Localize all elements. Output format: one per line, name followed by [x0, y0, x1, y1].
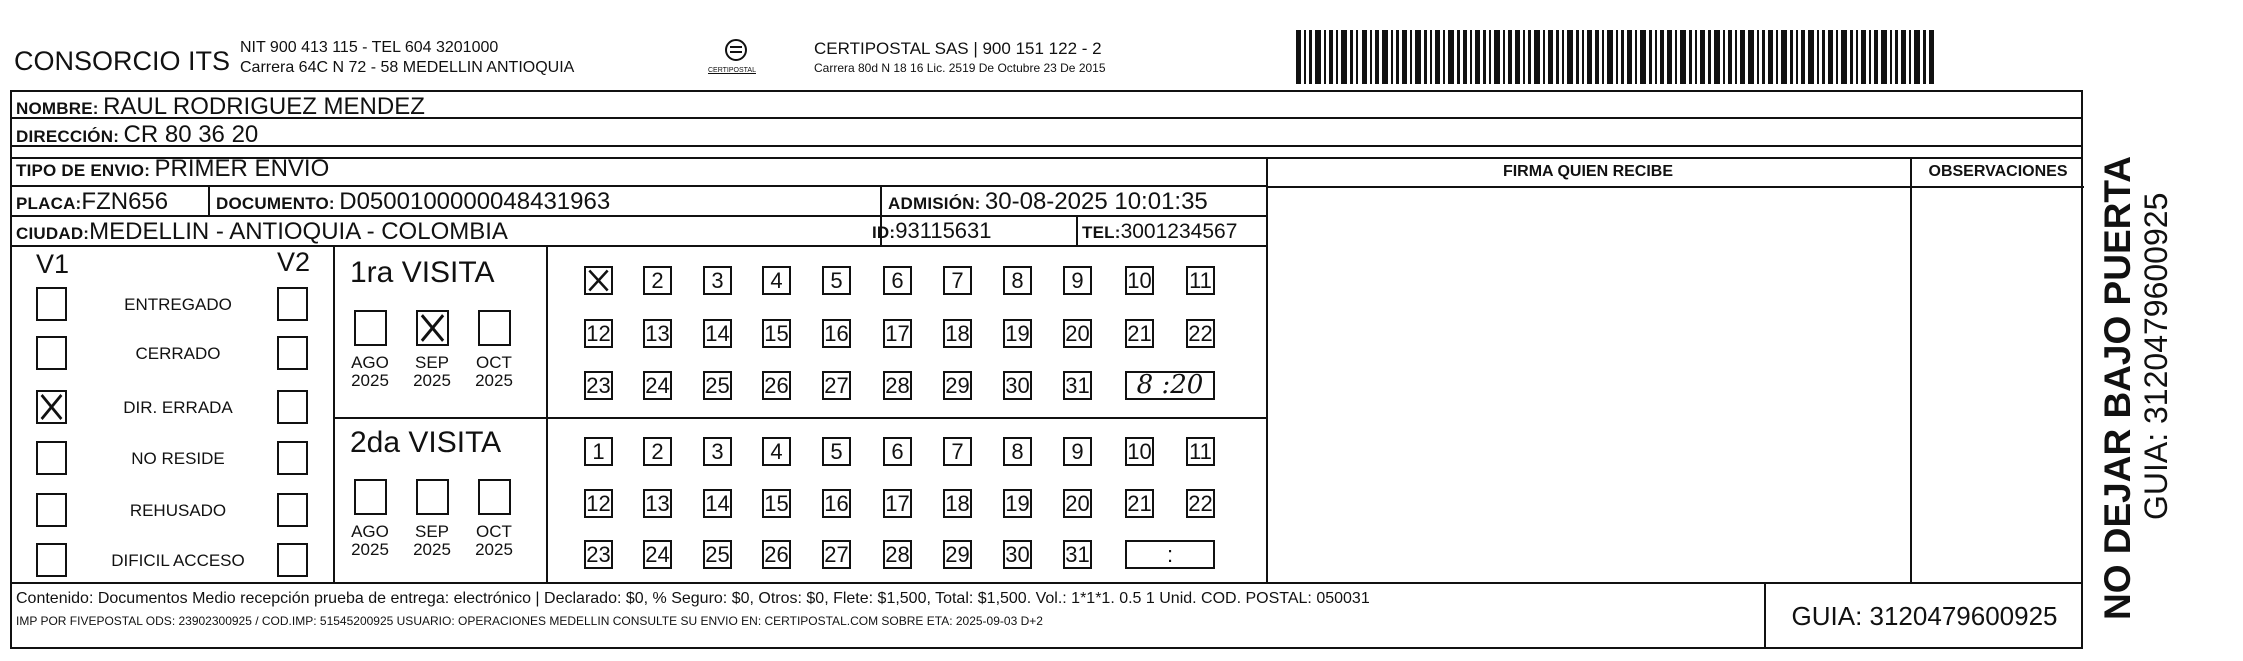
id-value: 93115631: [895, 218, 992, 243]
admision-value: 30-08-2025 10:01:35: [984, 188, 1208, 215]
day-box-23[interactable]: 23: [584, 540, 613, 569]
day-box-6[interactable]: 6: [883, 266, 912, 295]
day-box-9[interactable]: 9: [1063, 437, 1092, 466]
admision-row: ADMISIÓN: 30-08-2025 10:01:35: [888, 188, 1208, 215]
day-box-1[interactable]: [584, 266, 613, 295]
day-box-19[interactable]: 19: [1003, 489, 1032, 518]
documento-row: DOCUMENTO: D0500100000048431963: [216, 188, 611, 215]
day-box-25[interactable]: 25: [703, 540, 732, 569]
v2-checkbox[interactable]: [277, 543, 308, 577]
month-label: [407, 523, 457, 559]
day-box-4[interactable]: 4: [762, 437, 791, 466]
day-box-16[interactable]: 16: [822, 489, 851, 518]
status-label: DIFICIL ACCESO: [111, 551, 245, 570]
visit2-title: 2da VISITA: [350, 426, 502, 459]
month-checkbox[interactable]: [354, 310, 387, 346]
month-checkbox[interactable]: [478, 310, 511, 346]
tel-value: 3001234567: [1120, 220, 1238, 243]
day-box-29[interactable]: 29: [943, 371, 972, 400]
check-x-icon: [38, 392, 65, 422]
day-box-5[interactable]: 5: [822, 266, 851, 295]
v2-checkbox[interactable]: [277, 287, 308, 321]
day-box-13[interactable]: 13: [643, 319, 672, 348]
documento-value: D0500100000048431963: [339, 188, 611, 215]
day-box-30[interactable]: 30: [1003, 371, 1032, 400]
day-box-14[interactable]: 14: [703, 489, 732, 518]
imp-line: IMP POR FIVEPOSTAL ODS: 23902300925 / COD.IMP: 51545200925 USUARIO: OPERACIONES MEDELLIN CONSULTE SU ENVIO EN: CERTIPOSTAL.COM SOBRE ETA: 2025-09-03 D+2: [16, 614, 1043, 628]
month-label: [407, 354, 457, 390]
direccion-value: CR 80 36 20: [123, 121, 259, 148]
v2-checkbox[interactable]: [277, 390, 308, 424]
day-box-17[interactable]: 17: [883, 319, 912, 348]
day-box-26[interactable]: 26: [762, 371, 791, 400]
v1-checkbox[interactable]: [36, 493, 67, 527]
ciudad-value: MEDELLIN - ANTIOQUIA - COLOMBIA: [89, 218, 508, 245]
month-checkbox[interactable]: [416, 310, 449, 346]
id-row: ID:93115631: [872, 218, 992, 243]
day-box-7[interactable]: 7: [943, 437, 972, 466]
month-year: 2025: [413, 539, 451, 559]
month-name: SEP: [414, 522, 450, 541]
day-box-4[interactable]: 4: [762, 266, 791, 295]
status-label: NO RESIDE: [131, 449, 225, 468]
day-box-3[interactable]: 3: [703, 266, 732, 295]
month-label: [469, 523, 519, 559]
month-year: 2025: [351, 539, 389, 559]
day-box-25[interactable]: 25: [703, 371, 732, 400]
v1-checkbox[interactable]: [36, 441, 67, 475]
day-box-28[interactable]: 28: [883, 371, 912, 400]
tel-row: TEL:3001234567: [1082, 220, 1238, 243]
nit-line: NIT 900 413 115 - TEL 604 3201000: [240, 39, 499, 56]
day-box-8[interactable]: 8: [1003, 437, 1032, 466]
day-box-2[interactable]: 2: [643, 437, 672, 466]
day-box-14[interactable]: 14: [703, 319, 732, 348]
month-checkbox[interactable]: [416, 479, 449, 515]
day-box-10[interactable]: 10: [1125, 266, 1154, 295]
day-box-27[interactable]: 27: [822, 540, 851, 569]
day-box-9[interactable]: 9: [1063, 266, 1092, 295]
day-box-30[interactable]: 30: [1003, 540, 1032, 569]
v2-header: V2: [277, 247, 311, 277]
day-box-31[interactable]: 31: [1063, 540, 1092, 569]
month-name: OCT: [476, 353, 512, 372]
day-box-11[interactable]: 11: [1186, 437, 1215, 466]
day-box-1[interactable]: 1: [584, 437, 613, 466]
day-box-15[interactable]: 15: [762, 489, 791, 518]
day-box-17[interactable]: 17: [883, 489, 912, 518]
day-box-7[interactable]: 7: [943, 266, 972, 295]
certipostal-logo: [706, 36, 766, 80]
month-name: AGO: [351, 353, 389, 372]
visit1-title: 1ra VISITA: [350, 256, 495, 289]
day-box-6[interactable]: 6: [883, 437, 912, 466]
license-line: Carrera 80d N 18 16 Lic. 2519 De Octubre 23 De 2015: [814, 61, 1106, 75]
tipo-value: PRIMER ENVIO: [154, 155, 330, 182]
v1-header: V1: [36, 249, 70, 279]
month-checkbox[interactable]: [354, 479, 387, 515]
status-label: CERRADO: [135, 344, 221, 363]
placa-value: FZN656: [81, 188, 169, 215]
barcode: [1296, 30, 1936, 84]
day-box-21[interactable]: 21: [1125, 319, 1154, 348]
placa-row: PLACA:FZN656: [16, 188, 169, 215]
day-box-22[interactable]: 22: [1186, 489, 1215, 518]
month-checkbox[interactable]: [478, 479, 511, 515]
day-box-28[interactable]: 28: [883, 540, 912, 569]
direccion-row: DIRECCIÓN: CR 80 36 20: [16, 121, 259, 148]
month-label: [345, 523, 395, 559]
day-box-3[interactable]: 3: [703, 437, 732, 466]
status-label: DIR. ERRADA: [123, 398, 233, 417]
day-box-20[interactable]: 20: [1063, 489, 1092, 518]
v1-checkbox[interactable]: [36, 336, 67, 370]
time-box[interactable]: :: [1125, 540, 1215, 569]
day-box-20[interactable]: 20: [1063, 319, 1092, 348]
month-label: [469, 354, 519, 390]
check-x-icon: [418, 312, 447, 344]
month-name: SEP: [414, 353, 450, 372]
ciudad-row: CIUDAD:MEDELLIN - ANTIOQUIA - COLOMBIA: [16, 218, 508, 245]
firma-header: FIRMA QUIEN RECIBE: [1502, 163, 1674, 180]
observaciones-header: OBSERVACIONES: [1928, 163, 2068, 180]
day-box-18[interactable]: 18: [943, 319, 972, 348]
month-name: AGO: [351, 522, 389, 541]
day-box-5[interactable]: 5: [822, 437, 851, 466]
month-year: 2025: [475, 539, 513, 559]
courier-line: CERTIPOSTAL SAS | 900 151 122 - 2: [814, 39, 1102, 58]
day-box-12[interactable]: 12: [584, 489, 613, 518]
footer-guia: GUIA: 3120479600925: [1791, 601, 2058, 631]
day-box-11[interactable]: 11: [1186, 266, 1215, 295]
logo-text: CERTIPOSTAL: [708, 67, 756, 74]
time-box[interactable]: 8 :20: [1125, 371, 1215, 400]
month-year: 2025: [351, 370, 389, 390]
day-box-2[interactable]: 2: [643, 266, 672, 295]
day-box-19[interactable]: 19: [1003, 319, 1032, 348]
v1-checkbox[interactable]: [36, 543, 67, 577]
status-label: ENTREGADO: [124, 295, 232, 314]
day-box-24[interactable]: 24: [643, 371, 672, 400]
day-box-27[interactable]: 27: [822, 371, 851, 400]
day-box-23[interactable]: 23: [584, 371, 613, 400]
status-label: REHUSADO: [129, 501, 227, 520]
month-name: OCT: [476, 522, 512, 541]
day-box-18[interactable]: 18: [943, 489, 972, 518]
day-box-15[interactable]: 15: [762, 319, 791, 348]
day-box-8[interactable]: 8: [1003, 266, 1032, 295]
day-box-13[interactable]: 13: [643, 489, 672, 518]
contenido-line: Contenido: Documentos Medio recepción prueba de entrega: electrónico | Declarado: $0, % Seguro: $0, Otros: $0, Flete: $1,500, Total: $1,500. Vol.: 1*1*1. 0.5 1 Unid. COD. POSTAL: 050031: [16, 590, 1370, 607]
side-guia: GUIA: 3120479600925: [2138, 192, 2174, 520]
month-year: 2025: [475, 370, 513, 390]
nombre-value: RAUL RODRIGUEZ MENDEZ: [103, 93, 425, 120]
day-box-31[interactable]: 31: [1063, 371, 1092, 400]
v2-checkbox[interactable]: [277, 493, 308, 527]
address-line: Carrera 64C N 72 - 58 MEDELLIN ANTIOQUIA: [240, 59, 575, 76]
day-box-22[interactable]: 22: [1186, 319, 1215, 348]
nombre-row: NOMBRE: RAUL RODRIGUEZ MENDEZ: [16, 93, 425, 120]
day-box-26[interactable]: 26: [762, 540, 791, 569]
tipo-row: TIPO DE ENVIO: PRIMER ENVIO: [16, 155, 330, 182]
month-label: [345, 354, 395, 390]
day-box-24[interactable]: 24: [643, 540, 672, 569]
v2-checkbox[interactable]: [277, 441, 308, 475]
day-box-21[interactable]: 21: [1125, 489, 1154, 518]
day-box-29[interactable]: 29: [943, 540, 972, 569]
company-name: CONSORCIO ITS: [14, 46, 231, 76]
day-box-12[interactable]: 12: [584, 319, 613, 348]
side-notice: NO DEJAR BAJO PUERTA: [2097, 156, 2138, 620]
day-box-10[interactable]: 10: [1125, 437, 1154, 466]
v2-checkbox[interactable]: [277, 336, 308, 370]
day-box-16[interactable]: 16: [822, 319, 851, 348]
month-year: 2025: [413, 370, 451, 390]
check-x-icon: [586, 268, 611, 293]
v1-checkbox[interactable]: [36, 390, 67, 424]
v1-checkbox[interactable]: [36, 287, 67, 321]
